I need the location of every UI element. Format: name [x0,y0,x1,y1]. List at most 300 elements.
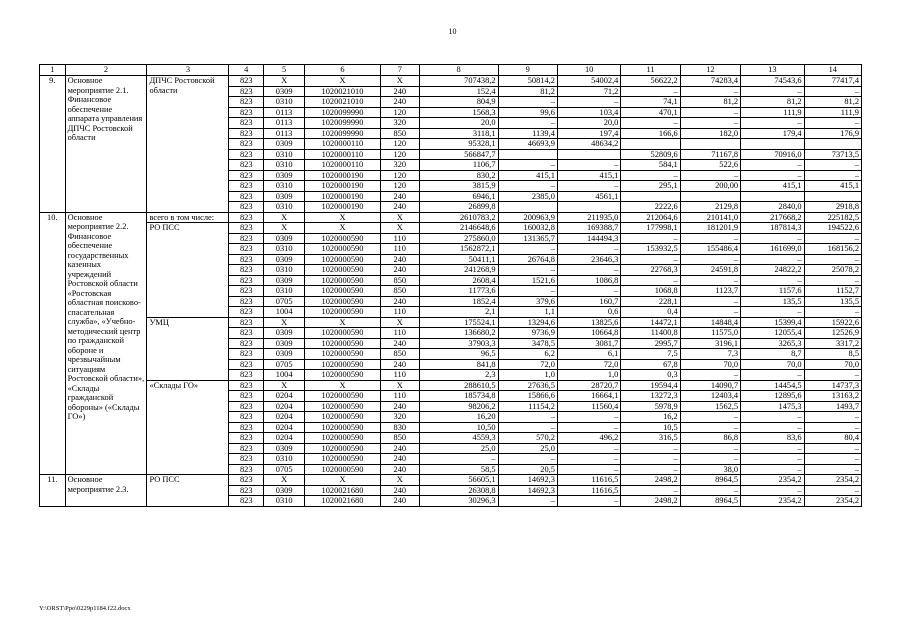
data-cell: – [498,97,557,108]
data-cell: 823 [229,496,264,507]
data-cell: 1020099990 [305,128,381,139]
data-cell: X [380,475,419,486]
data-cell [621,191,680,202]
data-cell: 160032,8 [498,223,557,234]
data-cell: 27636,5 [498,380,557,391]
data-cell: 7,5 [621,349,680,360]
data-cell: – [804,160,861,171]
data-cell: 1020000190 [305,181,381,192]
data-cell: 823 [229,244,264,255]
data-cell: 37903,3 [419,338,498,349]
data-cell: 0309 [264,191,305,202]
data-cell: – [741,412,804,423]
data-cell: 74283,4 [680,76,740,87]
data-cell: – [621,233,680,244]
data-cell: 176,9 [804,128,861,139]
data-cell: 823 [229,317,264,328]
data-cell: 288610,5 [419,380,498,391]
data-cell: 71167,8 [680,149,740,160]
data-cell: 194522,6 [804,223,861,234]
data-cell: 6,1 [557,349,620,360]
data-cell: 1020000590 [305,286,381,297]
data-cell: 14472,1 [621,317,680,328]
data-cell: 1020000590 [305,244,381,255]
data-cell: 72,0 [498,359,557,370]
header-cell: 6 [305,65,381,76]
data-cell: 1020000590 [305,265,381,276]
data-cell: 70,0 [680,359,740,370]
data-cell: 20,5 [498,464,557,475]
data-cell: 135,5 [741,296,804,307]
data-cell: 0705 [264,296,305,307]
data-cell: – [680,275,740,286]
data-cell: 2354,2 [741,496,804,507]
data-cell: – [557,422,620,433]
data-cell: 70,0 [741,359,804,370]
data-cell: 13272,3 [621,391,680,402]
data-cell: X [380,380,419,391]
data-cell: 0309 [264,86,305,97]
data-cell: 182,0 [680,128,740,139]
data-cell: 103,4 [557,107,620,118]
data-cell: 1020000590 [305,296,381,307]
data-cell: 110 [380,244,419,255]
data-cell: 58,5 [419,464,498,475]
data-cell: 1152,7 [804,286,861,297]
data-cell: – [621,485,680,496]
data-cell: 0310 [264,160,305,171]
data-cell: – [621,118,680,129]
data-cell: 26308,8 [419,485,498,496]
data-cell: 1020000190 [305,191,381,202]
data-cell: 1020000590 [305,338,381,349]
data-cell: X [380,212,419,223]
data-cell: 1020000110 [305,160,381,171]
data-cell: 10,5 [621,422,680,433]
data-cell: 23646,3 [557,254,620,265]
page-number: 10 [448,27,457,36]
data-cell: 26764,8 [498,254,557,265]
data-cell: 823 [229,128,264,139]
data-cell: – [804,254,861,265]
data-cell: 67,8 [621,359,680,370]
data-cell: 81,2 [741,97,804,108]
data-cell: – [804,422,861,433]
data-cell: 1020000590 [305,233,381,244]
data-cell: – [419,454,498,465]
data-cell: 320 [380,118,419,129]
data-cell: – [557,412,620,423]
data-cell: 707438,2 [419,76,498,87]
data-cell: 1020099990 [305,107,381,118]
data-cell: 177998,1 [621,223,680,234]
data-cell: 77417,4 [804,76,861,87]
data-cell: – [680,118,740,129]
data-cell: 1020000590 [305,349,381,360]
data-cell: 240 [380,202,419,213]
data-cell: X [305,76,381,87]
data-cell [680,139,740,150]
data-cell: 3118,1 [419,128,498,139]
data-cell [680,191,740,202]
data-cell: 0309 [264,170,305,181]
data-cell: 169388,7 [557,223,620,234]
data-cell: 240 [380,97,419,108]
data-cell: 830 [380,422,419,433]
data-cell: 240 [380,454,419,465]
data-cell: 11616,5 [557,485,620,496]
data-cell: – [741,370,804,381]
data-cell: 110 [380,233,419,244]
header-cell: 5 [264,65,305,76]
data-cell: – [498,244,557,255]
data-cell: – [680,233,740,244]
data-cell: 320 [380,160,419,171]
header-cell: 4 [229,65,264,76]
data-cell: 0310 [264,202,305,213]
data-cell: 1562872,1 [419,244,498,255]
data-cell: 16,2 [621,412,680,423]
data-cell: – [804,370,861,381]
data-cell: 28720,7 [557,380,620,391]
data-cell: – [741,275,804,286]
data-cell: 74,1 [621,97,680,108]
data-cell: 2,3 [419,370,498,381]
data-cell: 120 [380,170,419,181]
data-cell: 0309 [264,349,305,360]
data-cell: 2354,2 [741,475,804,486]
data-cell: 95328,1 [419,139,498,150]
data-cell: – [741,170,804,181]
data-cell: 1,1 [498,307,557,318]
table-row [40,223,862,234]
data-cell: 2,1 [419,307,498,318]
data-cell: 0113 [264,128,305,139]
data-cell: 0310 [264,265,305,276]
data-cell: – [621,275,680,286]
data-cell: – [557,464,620,475]
data-cell: 823 [229,107,264,118]
data-cell: 10664,8 [557,328,620,339]
data-cell: X [264,223,305,234]
data-cell: 522,6 [680,160,740,171]
data-cell: 15922,6 [804,317,861,328]
data-cell: 11773,6 [419,286,498,297]
data-cell: 1020000590 [305,307,381,318]
data-cell: 1020021010 [305,86,381,97]
data-cell: X [305,212,381,223]
data-cell: – [557,97,620,108]
data-cell: 1568,3 [419,107,498,118]
data-cell: 240 [380,191,419,202]
data-cell: 1020000590 [305,254,381,265]
data-cell: – [680,485,740,496]
data-cell: 8,5 [804,349,861,360]
data-cell: 14454,5 [741,380,804,391]
data-cell: 11400,8 [621,328,680,339]
data-cell [498,149,557,160]
data-cell: 38,0 [680,464,740,475]
data-cell: – [680,170,740,181]
data-cell: 16,20 [419,412,498,423]
data-cell: 823 [229,391,264,402]
row-number: 10. [40,212,66,475]
data-cell: 804,9 [419,97,498,108]
data-cell: – [741,422,804,433]
data-cell: 823 [229,443,264,454]
data-cell: 13294,6 [498,317,557,328]
data-cell: – [741,160,804,171]
data-cell: 11616,5 [557,475,620,486]
data-cell: 823 [229,422,264,433]
data-cell: X [264,380,305,391]
data-cell: 566847,7 [419,149,498,160]
data-cell: 1020021680 [305,485,381,496]
data-cell: – [557,496,620,507]
data-cell: 11575,0 [680,328,740,339]
data-cell: 0310 [264,244,305,255]
data-cell: 0113 [264,118,305,129]
header-cell: 7 [380,65,419,76]
data-cell: 8,7 [741,349,804,360]
data-cell: 295,1 [621,181,680,192]
data-cell: 155486,4 [680,244,740,255]
data-cell: 14692,3 [498,475,557,486]
data-cell: – [680,370,740,381]
data-cell: 1106,7 [419,160,498,171]
data-cell: 111,9 [741,107,804,118]
data-cell: 212064,6 [621,212,680,223]
data-cell: 823 [229,485,264,496]
data-cell: – [621,464,680,475]
data-cell: X [264,317,305,328]
executor-label: РО ПСС [147,475,229,507]
data-cell: 14848,4 [680,317,740,328]
data-cell: 131365,7 [498,233,557,244]
data-cell: 0309 [264,233,305,244]
data-cell: – [680,422,740,433]
data-cell: 24591,8 [680,265,740,276]
data-cell: – [804,118,861,129]
data-cell: 584,1 [621,160,680,171]
table-row [40,212,862,223]
data-cell: 110 [380,328,419,339]
data-cell: 12403,4 [680,391,740,402]
data-cell: 2840,0 [741,202,804,213]
data-cell: 823 [229,412,264,423]
data-cell: 0204 [264,433,305,444]
data-cell: 1,0 [557,370,620,381]
data-cell: – [804,170,861,181]
data-cell: 80,4 [804,433,861,444]
data-cell: X [380,317,419,328]
data-cell: 1020000110 [305,139,381,150]
header-cell: 14 [804,65,861,76]
data-cell: 240 [380,485,419,496]
data-cell: 10,50 [419,422,498,433]
data-cell: 0309 [264,254,305,265]
data-cell: 823 [229,296,264,307]
data-cell: 9736,9 [498,328,557,339]
data-cell: – [680,454,740,465]
data-cell: 415,1 [498,170,557,181]
data-cell: 0310 [264,149,305,160]
data-cell: 70916,0 [741,149,804,160]
data-cell: 415,1 [804,181,861,192]
data-cell: 470,1 [621,107,680,118]
data-cell: 841,8 [419,359,498,370]
data-cell: 7,3 [680,349,740,360]
data-cell: 570,2 [498,433,557,444]
header-cell: 3 [147,65,229,76]
data-cell: 20,0 [557,118,620,129]
data-cell: 2129,8 [680,202,740,213]
data-cell: 179,4 [741,128,804,139]
data-cell: 8964,5 [680,496,740,507]
data-cell: 823 [229,464,264,475]
data-cell: 81,2 [804,97,861,108]
data-cell: 1020000590 [305,422,381,433]
data-cell: – [804,86,861,97]
data-cell: 0310 [264,97,305,108]
data-cell: – [741,454,804,465]
data-cell: 6946,1 [419,191,498,202]
data-cell: 0204 [264,401,305,412]
data-cell: 54002,4 [557,76,620,87]
data-cell: 210141,0 [680,212,740,223]
data-cell: 110 [380,307,419,318]
data-cell: 50411,1 [419,254,498,265]
data-cell: – [741,443,804,454]
data-cell: 24822,2 [741,265,804,276]
data-cell: – [557,160,620,171]
data-cell: 1139,4 [498,128,557,139]
data-cell: X [305,380,381,391]
data-cell: 72,0 [557,359,620,370]
data-cell: – [680,307,740,318]
executor-label: всего в том числе: [147,212,229,223]
data-cell: 22768,3 [621,265,680,276]
data-cell: 240 [380,86,419,97]
data-cell: 81,2 [680,97,740,108]
header-cell: 2 [65,65,147,76]
data-cell: 241268,9 [419,265,498,276]
data-cell: 0204 [264,391,305,402]
header-cell: 11 [621,65,680,76]
data-cell: 1020000590 [305,454,381,465]
data-cell: 3196,1 [680,338,740,349]
table-row [40,475,862,486]
data-cell: 83,6 [741,433,804,444]
data-cell: 98206,2 [419,401,498,412]
data-cell: 0705 [264,464,305,475]
data-cell: 850 [380,349,419,360]
data-cell: – [741,485,804,496]
data-cell: 12055,4 [741,328,804,339]
data-cell: 1020000590 [305,401,381,412]
header-cell: 12 [680,65,740,76]
data-cell: – [741,307,804,318]
data-cell: – [621,254,680,265]
data-cell: 823 [229,265,264,276]
data-cell: 153932,5 [621,244,680,255]
data-cell: 120 [380,107,419,118]
data-cell: 823 [229,202,264,213]
data-cell: 1493,7 [804,401,861,412]
data-cell: 240 [380,265,419,276]
executor-label: УМЦ [147,317,229,380]
data-cell: 3081,7 [557,338,620,349]
data-cell: 1004 [264,307,305,318]
data-cell: 3478,5 [498,338,557,349]
data-cell: X [380,223,419,234]
data-cell: 3317,2 [804,338,861,349]
footer-path: Y:\ORST\Ppo\0229p1184.f22.docx [39,605,131,612]
data-cell: 823 [229,181,264,192]
data-cell: 1,0 [498,370,557,381]
data-cell: 2354,2 [804,475,861,486]
data-cell: 0,4 [621,307,680,318]
data-cell: 70,0 [804,359,861,370]
data-cell: 161699,0 [741,244,804,255]
data-cell: 1852,4 [419,296,498,307]
data-cell: 4559,3 [419,433,498,444]
data-cell: 0310 [264,181,305,192]
data-cell: 228,1 [621,296,680,307]
data-cell: 56622,2 [621,76,680,87]
data-cell: 316,5 [621,433,680,444]
data-cell: 8964,5 [680,475,740,486]
data-cell: 1020000590 [305,391,381,402]
executor-label: «Склады ГО» [147,380,229,475]
row-number: 11. [40,475,66,507]
data-cell: 2385,0 [498,191,557,202]
data-cell: X [305,223,381,234]
data-cell: X [264,475,305,486]
data-cell: – [557,286,620,297]
data-cell: 823 [229,349,264,360]
measure-name: Основное мероприятие 2.2. Финансовое обеспечение государственных казенных учреждений Ростовской области «Ростовская областная поисково-спасательная служба», «Учебно-методический центр по гражданской обороне и чрезвычайным ситуациям Ростовской области», «Склады гражданской обороны» («Склады ГО») [65,212,147,475]
data-cell: 275860,0 [419,233,498,244]
data-cell: 0310 [264,286,305,297]
data-cell: 120 [380,181,419,192]
data-cell: 823 [229,139,264,150]
data-cell: 71,2 [557,86,620,97]
data-cell: – [621,454,680,465]
data-cell: 200963,9 [498,212,557,223]
data-cell: 823 [229,233,264,244]
data-cell: – [621,443,680,454]
data-cell: 81,2 [498,86,557,97]
data-cell: 136680,2 [419,328,498,339]
data-cell: 1562,5 [680,401,740,412]
header-row [40,65,862,76]
data-cell: – [498,422,557,433]
data-cell: 379,6 [498,296,557,307]
data-cell: 1020000590 [305,275,381,286]
data-cell: 823 [229,454,264,465]
data-cell: 823 [229,433,264,444]
data-cell: – [557,265,620,276]
data-cell: 25,0 [498,443,557,454]
data-cell: 850 [380,433,419,444]
data-cell: 1157,6 [741,286,804,297]
data-cell: 73713,5 [804,149,861,160]
data-cell: 111,9 [804,107,861,118]
data-cell: – [804,464,861,475]
data-cell: 240 [380,359,419,370]
data-cell: 96,5 [419,349,498,360]
